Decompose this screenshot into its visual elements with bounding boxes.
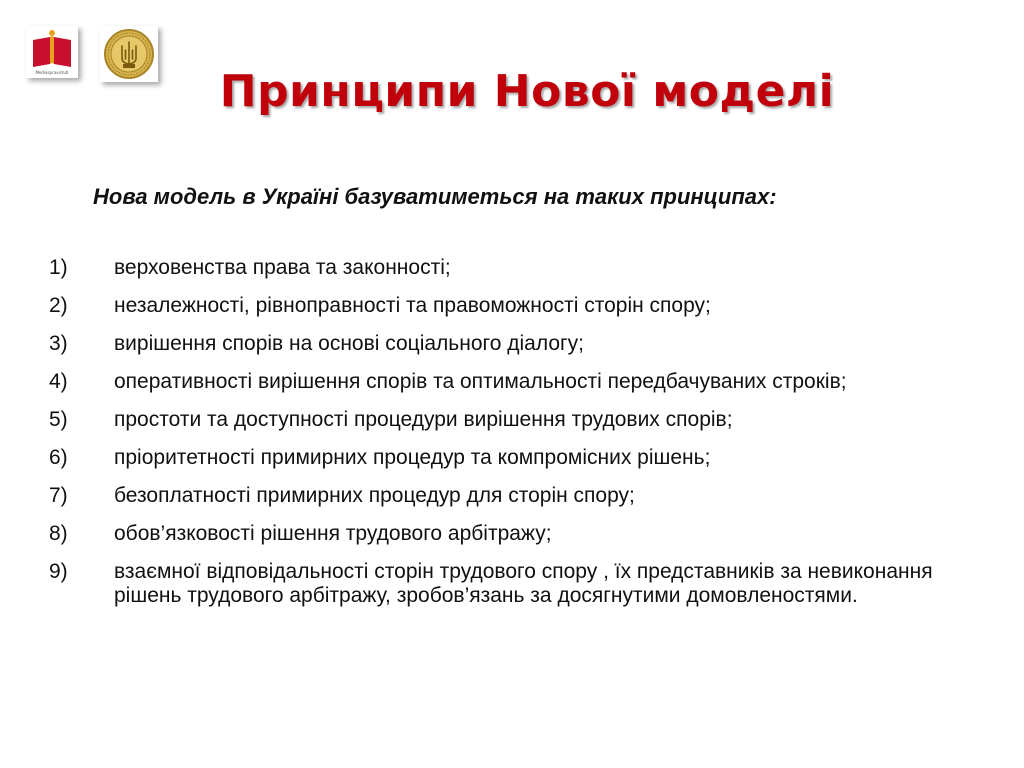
list-item <box>0 560 1024 608</box>
list-item-number: 7) <box>49 484 68 507</box>
list-item <box>0 484 1024 508</box>
list-item <box>0 522 1024 546</box>
list-item <box>0 294 1024 318</box>
list-item-number: 8) <box>49 522 68 545</box>
list-item <box>0 256 1024 280</box>
list-item-text: простоти та доступності процедури вирішення трудових спорів; <box>114 408 733 431</box>
list-item-number: 1) <box>49 256 68 279</box>
list-item-text: оперативності вирішення спорів та оптимальності передбачуваних строків; <box>114 370 847 393</box>
list-item-text: верховенства права та законності; <box>114 256 451 279</box>
list-item <box>0 408 1024 432</box>
list-item-text: пріоритетності примирних процедур та компромісних рішень; <box>114 446 711 469</box>
list-item-number: 2) <box>49 294 68 317</box>
list-item-text: незалежності, рівноправності та правоможності сторін спору; <box>114 294 711 317</box>
list-item-number: 5) <box>49 408 68 431</box>
list-item <box>0 446 1024 470</box>
list-item-number: 4) <box>49 370 68 393</box>
list-item-text: обов’язковості рішення трудового арбітражу; <box>114 522 552 545</box>
principles-list <box>0 256 1024 622</box>
list-item-number: 9) <box>49 560 68 583</box>
list-item <box>0 370 1024 394</box>
logo-caption: Mediaspravistuti <box>35 70 69 75</box>
intro-text: Нова модель в Україні базуватиметься на таких принципах: <box>93 184 777 209</box>
list-item-text: вирішення спорів на основі соціального діалогу; <box>114 332 584 355</box>
list-item-text: безоплатності примирних процедур для сторін спору; <box>114 484 635 507</box>
list-item-number: 6) <box>49 446 68 469</box>
list-item-number: 3) <box>49 332 68 355</box>
slide-title: Принципи Нової моделі <box>219 66 835 117</box>
list-item-text: взаємної відповідальності сторін трудового спору , їх представників за невиконання рішень трудового арбітражу, зробов’язань за досягнутими домовленостями. <box>114 560 933 607</box>
list-item <box>0 332 1024 356</box>
